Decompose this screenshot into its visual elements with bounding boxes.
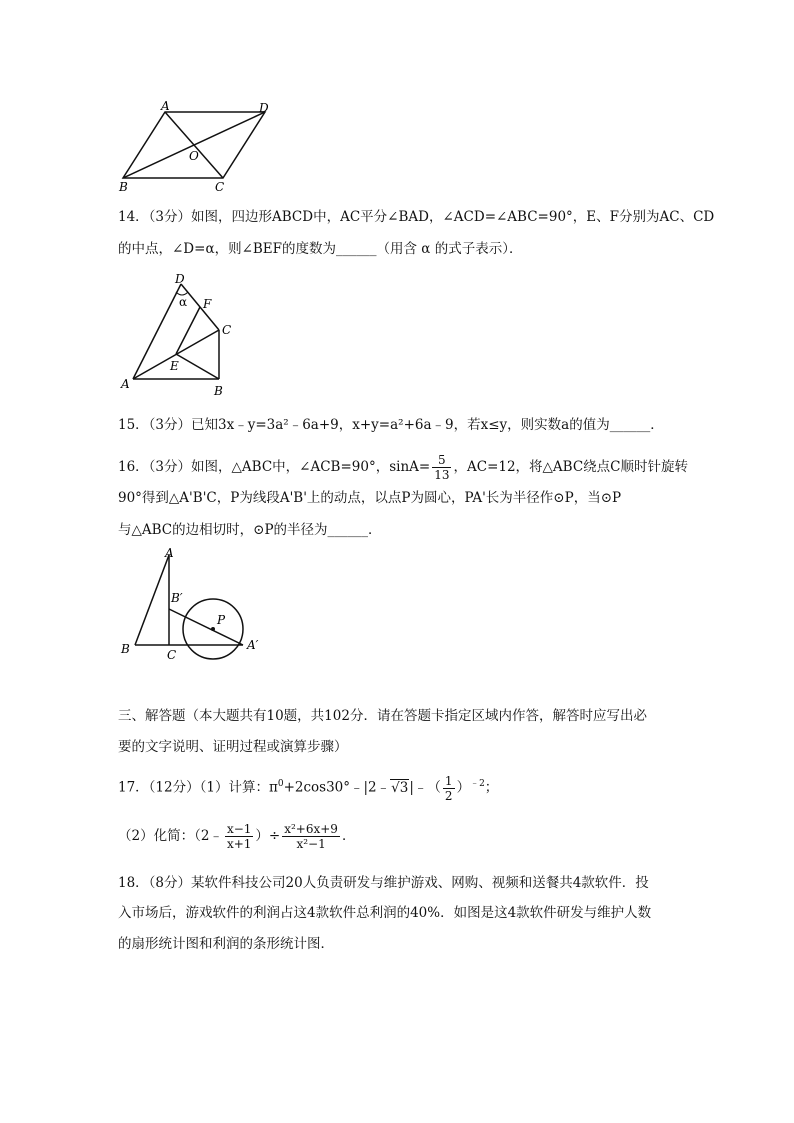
q16-text-a: 16．（3分）如图，△ABC中，∠ACB=90°，sinA=	[118, 459, 431, 475]
label-e: E	[170, 359, 179, 373]
label-b: B	[214, 384, 223, 398]
q17-part2-prefix: （2）化简：（2﹣	[118, 828, 223, 844]
q17-part2-mid: ）÷	[255, 828, 281, 844]
question-18-line-3: 的扇形统计图和利润的条形统计图．	[118, 936, 334, 952]
q17-semicolon: ；	[484, 779, 499, 796]
center-point-p	[211, 627, 215, 631]
label-b: B	[121, 642, 130, 656]
label-f: F	[203, 297, 212, 311]
label-d: D	[259, 101, 269, 115]
q16-text-b: ，AC=12，将△ABC绕点C顺时针旋转	[453, 459, 689, 475]
segment-eb	[176, 354, 219, 379]
label-a: A	[165, 546, 174, 560]
half-fraction	[443, 774, 455, 803]
question-15-line-1: 15．（3分）已知3x﹣y=3a²﹣6a+9，x+y=a²+6a﹣9，若x≤y，则实数a的值为______．	[118, 417, 664, 433]
segment-ab	[135, 555, 169, 645]
fraction-2	[282, 822, 340, 851]
q17-part2-end: ．	[341, 828, 356, 844]
fraction-1-numerator: x−1	[226, 822, 252, 836]
frac-numerator: 5	[438, 453, 446, 467]
pi-exponent: 0	[277, 779, 284, 789]
label-o: O	[189, 149, 199, 163]
half-numerator: 1	[444, 773, 453, 788]
label-c: C	[167, 648, 177, 662]
q17-close-paren: ）	[456, 779, 471, 796]
rotation-circle-figure	[115, 545, 275, 665]
label-alpha: α	[179, 295, 188, 309]
question-18-line-2: 入市场后，游戏软件的利润占这4款软件总利润的40%．如图是这4款软件研发与维护人数	[118, 905, 652, 921]
parallelogram-figure	[115, 100, 275, 195]
label-c: C	[215, 180, 225, 194]
sqrt-content: 3	[399, 779, 409, 796]
fraction-1	[225, 822, 253, 851]
fraction-1-denominator: x+1	[226, 837, 252, 851]
question-17-part-1	[118, 770, 498, 803]
label-a: A	[121, 377, 130, 391]
frac-denominator: 13	[434, 468, 450, 482]
label-b: B	[119, 180, 128, 194]
question-14-line-1: 14．（3分）如图，四边形ABCD中，AC平分∠BAD，∠ACD=∠ABC=90°，E、F分别为AC、CD	[118, 209, 715, 225]
section-3-line-2: 要的文字说明、证明过程或演算步骤）	[118, 739, 348, 755]
question-16-line-3: 与△ABC的边相切时，⊙P的半径为______．	[118, 522, 382, 538]
question-18-line-1: 18．（8分）某软件科技公司20人负责研发与维护游戏、网购、视频和送餐共4款软件．投	[118, 875, 649, 891]
fraction-2-denominator: x²−1	[282, 836, 340, 851]
segment-b-prime-a-prime	[169, 609, 243, 645]
fraction-2-numerator: x²+6x+9	[284, 822, 338, 836]
label-p: P	[217, 613, 226, 627]
label-c: C	[222, 323, 232, 337]
label-a: A	[161, 100, 170, 113]
question-17-part-2	[118, 818, 355, 854]
q17-after: |﹣（	[409, 779, 441, 796]
sin-fraction	[432, 453, 451, 482]
q17-prefix: 17．（12分）（1）计算：π	[118, 779, 278, 796]
section-3-line-1: 三、解答题（本大题共有10题，共102分．请在答题卡指定区域内作答，解答时应写出必	[118, 708, 647, 724]
power-exponent: ﹣2	[470, 779, 485, 789]
quadrilateral-figure	[115, 270, 245, 400]
question-14-line-2: 的中点，∠D=α，则∠BEF的度数为______（用含 α 的式子表示）．	[118, 241, 523, 257]
label-d: D	[175, 272, 185, 286]
question-16-line-1	[118, 453, 688, 482]
label-a-prime: A′	[247, 638, 259, 652]
label-b-prime: B′	[171, 591, 183, 605]
question-16-line-2: 90°得到△A'B'C，P为线段A'B'上的动点，以点P为圆心，PA'长为半径作⊙P，当⊙P	[118, 490, 622, 506]
half-denominator: 2	[444, 788, 453, 803]
sqrt-expression: √3	[391, 779, 409, 796]
q17-mid: +2cos30°﹣|2﹣	[283, 779, 391, 796]
